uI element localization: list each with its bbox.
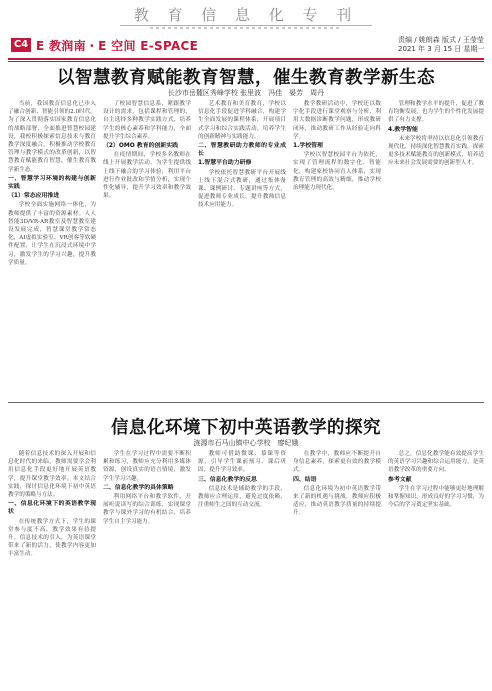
paragraph: 学校依托智慧教研平台开展线上线下混合式教研，通过集体备课、课例研讨、专题讲座等方式，促进教师专业成长，提升教师信息技术应用能力。 <box>198 169 286 209</box>
issue-info <box>398 36 485 54</box>
paragraph: 未来学校将坚持以信息化引领教育现代化，持续深化智慧教育实践，探索更多技术赋能教育的创新模式，培养适应未来社会发展需要的创新型人才。 <box>388 135 484 167</box>
paragraph: 随着信息技术的深入开展和信息化时代的来临，教师需要学会利用信息化手段更好地开展英语教学，提升课堂教学效率。本文结合实践，探讨信息化环境下初中英语教学的策略与方法。 <box>8 451 96 499</box>
paragraph: 艺术教育和美育教育，学校以信息化手段促进学科融合，构建学生全面发展的课程体系，开展项目式学习和综合实践活动，培养学生的创新精神与实践能力。 <box>198 101 286 140</box>
subheading: 二、智慧教研助力教师的专业成长 <box>198 143 286 158</box>
article-separator <box>8 402 484 403</box>
paragraph: 在教学中，教师应不断提升自身信息素养，探索更有效的教学模式。 <box>293 451 381 474</box>
issue-editor: 责编 / 姚朗森 版式 / 王莹莹 <box>398 36 484 44</box>
subheading: 二、信息化教学的具体策略 <box>103 484 174 491</box>
paragraph: 在传统教学方式下，学生的课堂参与度不高，教学效果有待提升。信息技术的引入，为英语课堂带来了新的活力，使教学内容更加丰富生动。 <box>8 518 96 558</box>
masthead-underline <box>120 25 372 26</box>
article2-column-4 <box>293 450 381 686</box>
subheading: 三、信息化教学的反思 <box>198 476 257 483</box>
paragraph: 当前，我国教育信息化已步入了融合创新、智能引领的2.0时代。为了深入贯彻落实国家教育信息化的战略部署，全面推进智慧校园建设，我校积极探索信息技术与教育教学深度融合，积极推动学校教育管理与教学模式的改革创新，以智慧教育赋能教育智慧，催生教育教学新生态。 <box>8 101 96 173</box>
article2-column-3 <box>198 450 286 686</box>
paragraph: 管理和教学水平的提升，促进了教育均衡发展，也为学生的个性化发展提供了有力支撑。 <box>388 101 484 124</box>
masthead-dots <box>150 27 340 29</box>
article1-column-1 <box>8 100 96 398</box>
page-header <box>0 36 492 56</box>
section-title: E 教润南・E 空间 E-SPACE <box>36 39 199 53</box>
paragraph: 了校园智慧信息系，紧跟教学设计的需求，包括课程和管理的，自主选择多种教学实践方式，培养学生的核心素养和学科能力，全面提升学生综合素养。 <box>103 101 191 140</box>
paragraph: 学生在学习过程中需要不断积累和练习，教师应充分利用多媒体资源，创设真实的语言情境，激发学生学习兴趣。 <box>103 451 191 482</box>
article1-column-3 <box>198 100 286 398</box>
paragraph: 教师可借助微课、慕课等资源，引导学生课前预习、课后巩固，提升学习效率。 <box>198 451 286 474</box>
article1-title: 以智慧教育赋能教育智慧，催生教育教学新生态 <box>57 68 435 88</box>
article1-column-4 <box>293 100 381 398</box>
issue-date: 2021 年 3 月 15 日 星期一 <box>398 45 485 53</box>
header-rule-thin <box>8 61 484 62</box>
subheading: 参考文献 <box>388 476 412 483</box>
article2-title: 信息化环境下初中英语教学的探究 <box>111 418 381 438</box>
article2-column-5 <box>388 450 484 686</box>
paragraph: 学校全面实施网络一体化，为教师提供了丰富的资源素材。人人智能3D/VR-AR教室及智慧教室建设发展完成，智慧课堂教学常态化，AI虚拟实验室、VR创客等软硬件配置，让学生在沉浸式环境中学习，激发学生的学习兴趣，提升教学质量。 <box>8 202 96 266</box>
masthead <box>0 0 492 36</box>
header-rule <box>8 58 484 60</box>
paragraph: 总之，信息化教学能有效提高学生的英语学习兴趣和综合运用能力，是英语教学改革的重要方向。 <box>388 451 484 474</box>
paragraph: 学校以智慧校园平台为依托，实现了管理流程的数字化、智能化，构建家校协同育人体系，实现教育管理的高效与精细，推动学校治理能力现代化。 <box>293 152 381 192</box>
subheading: 四、结语 <box>293 476 317 483</box>
paragraph: 信息技术是辅助教学的手段，教师应合理运用，避免过度依赖，注重师生之间的互动交流。 <box>198 485 286 509</box>
subheading: 一、智慧学习环境的构建与创新实践 <box>8 175 96 191</box>
article2-column-1 <box>8 450 96 686</box>
article1-byline: 长沙市岳麓区秀峰学校 张里波 冯佳 晏芳 周丹 <box>167 89 325 97</box>
subheading: 1.智慧平台助力研修 <box>198 160 252 167</box>
article2-column-2 <box>103 450 191 686</box>
paragraph: 在疫情期间，学校多名教师在线上开展教学活动，为学生提供线上线下融合的学习体验，利用平台进行作业批改和学情分析，实现个性化辅导，提升学习效率和教学效果。 <box>103 152 191 200</box>
masthead-title: 教 育 信 息 化 专 刊 <box>133 6 359 24</box>
subheading: （1）常态应用推进 <box>8 193 60 200</box>
paragraph: 教学教研活动中，学校还以数字化手段进行课堂观察与分析，利用大数据诊断教学问题，形成教研闭环，推动教研工作从经验走向科学。 <box>293 101 381 140</box>
subheading: 一、信息化环境下的英语教学现状 <box>8 501 96 516</box>
subheading: （2）OMO 教育的创新实践 <box>103 143 179 150</box>
paragraph: 信息化环境为初中英语教学带来了新的机遇与挑战，教师应积极适应，推动英语教学质量的持续提升。 <box>293 485 381 517</box>
article2-byline: 涟源市石马山镇中心学校 廖纪娥 <box>193 439 299 447</box>
article1-column-2 <box>103 100 191 398</box>
page-label: C4 <box>11 38 31 52</box>
paragraph: 利用网络平台和教学软件，开展听说读写的综合训练，实现课堂教学与课外学习的有机结合，培养学生自主学习能力。 <box>103 494 191 525</box>
subheading: 4.教学智能 <box>388 126 418 133</box>
paragraph: 学生在学习过程中能够更好地理解和掌握知识，形成良好的学习习惯，为今后的学习奠定坚实基础。 <box>388 485 484 509</box>
article1-column-5 <box>388 100 484 398</box>
subheading: 1.学校管理 <box>293 143 323 150</box>
